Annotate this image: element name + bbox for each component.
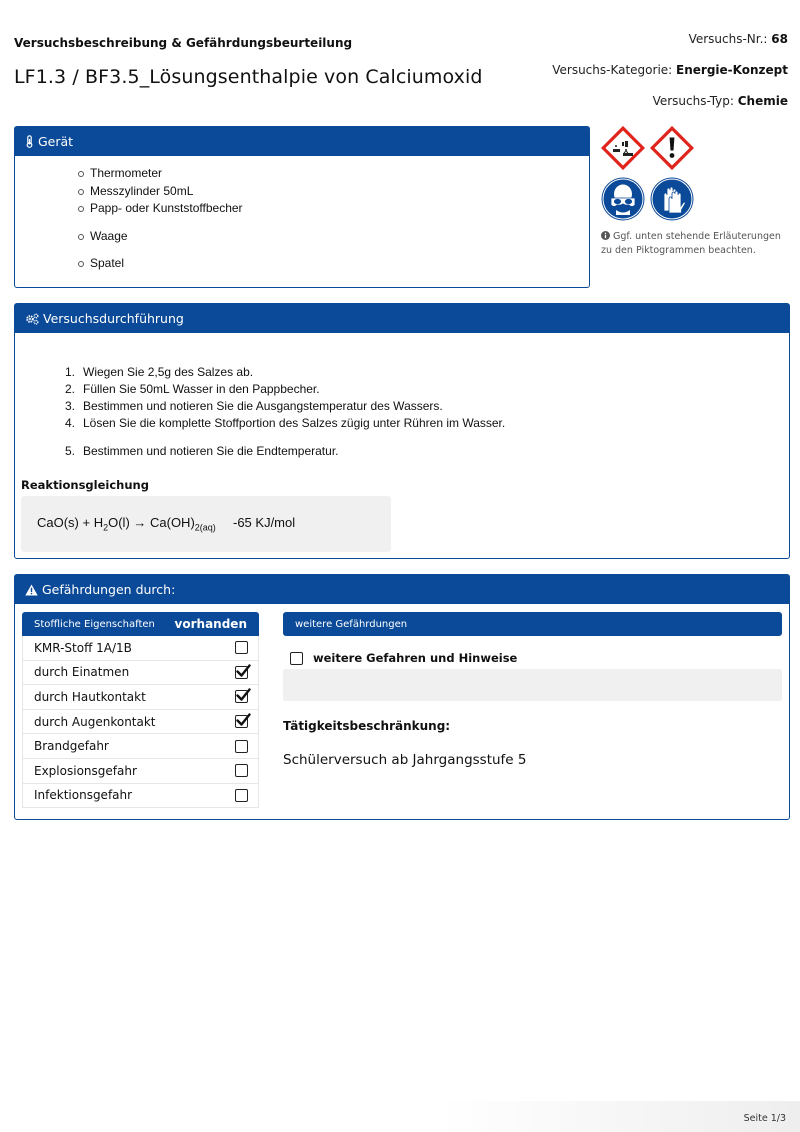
weitere-gefaehrdungen-header: weitere Gefährdungen bbox=[283, 612, 782, 636]
versuchs-typ-label: Versuchs-Typ: bbox=[652, 94, 734, 108]
property-label: durch Augenkontakt bbox=[34, 714, 156, 729]
list-item: Thermometer bbox=[77, 165, 243, 183]
document-type: Versuchsbeschreibung & Gefährdungsbeurteilung bbox=[14, 36, 353, 50]
durchfuehrung-title: Versuchsdurchführung bbox=[43, 311, 184, 326]
gloves-icon bbox=[650, 177, 694, 225]
property-label: durch Hautkontakt bbox=[34, 689, 146, 704]
step-text: Bestimmen und notieren Sie die Ausgangstemperatur des Wassers. bbox=[83, 399, 443, 413]
geraet-panel-header bbox=[15, 127, 589, 156]
equation-part: O(l) → Ca(OH) bbox=[108, 515, 195, 530]
weitere-gefahren-row bbox=[290, 651, 517, 665]
versuchs-nr-label: Versuchs-Nr.: bbox=[688, 32, 768, 46]
step-text: Lösen Sie die komplette Stoffportion des Salzes zügig unter Rühren im Wasser. bbox=[83, 416, 506, 430]
step-text: Bestimmen und notieren Sie die Endtemperatur. bbox=[83, 444, 339, 458]
taetigkeitsbeschraenkung-label: Tätigkeitsbeschränkung: bbox=[283, 719, 451, 733]
list-item: 2. Füllen Sie 50mL Wasser in den Pappbecher. bbox=[64, 382, 320, 396]
table-row bbox=[22, 636, 259, 661]
versuchs-nr bbox=[689, 32, 788, 46]
page-title: LF1.3 / BF3.5_Lösungsenthalpie von Calciumoxid bbox=[14, 66, 483, 88]
equation-part: CaO(s) + H bbox=[37, 515, 104, 530]
property-label: Brandgefahr bbox=[34, 739, 109, 754]
table-row bbox=[22, 685, 259, 710]
weitere-gefahren-checkbox[interactable] bbox=[290, 652, 303, 665]
footer-bar bbox=[0, 1101, 800, 1132]
checkbox[interactable] bbox=[235, 740, 248, 753]
durchfuehrung-panel bbox=[14, 303, 790, 559]
pictogram-hint-text: Ggf. unten stehende Erläuterungen zu den Piktogrammen beachten. bbox=[601, 231, 781, 256]
warning-icon bbox=[25, 584, 38, 596]
versuchs-kategorie-label: Versuchs-Kategorie: bbox=[552, 63, 673, 77]
equipment-list bbox=[77, 165, 243, 273]
table-row bbox=[22, 661, 259, 686]
equation-subscript: 2(aq) bbox=[194, 522, 216, 533]
property-label: durch Einatmen bbox=[34, 665, 130, 680]
versuchs-typ-value: Chemie bbox=[737, 94, 788, 108]
list-item: 3. Bestimmen und notieren Sie die Ausgangstemperatur des Wassers. bbox=[64, 399, 443, 413]
checked-checkbox[interactable] bbox=[235, 690, 248, 703]
property-label: Explosionsgefahr bbox=[34, 763, 137, 778]
pictogram-hint bbox=[601, 230, 791, 257]
list-item: Waage bbox=[77, 228, 243, 246]
page-number: Seite 1/3 bbox=[743, 1113, 786, 1124]
mandatory-pictograms bbox=[601, 177, 694, 225]
exclamation-icon bbox=[650, 126, 694, 174]
properties-rows bbox=[22, 636, 259, 808]
reaction-energy: -65 KJ/mol bbox=[233, 515, 296, 530]
table-row bbox=[22, 734, 259, 759]
list-item: 5. Bestimmen und notieren Sie die Endtemperatur. bbox=[64, 444, 339, 458]
properties-table-header bbox=[22, 612, 259, 636]
step-text: Füllen Sie 50mL Wasser in den Pappbecher. bbox=[83, 382, 320, 396]
hazard-pictograms bbox=[601, 126, 694, 174]
gefaehrdungen-panel-header bbox=[15, 575, 789, 604]
list-item: 1. Wiegen Sie 2,5g des Salzes ab. bbox=[64, 365, 254, 379]
versuchs-nr-value: 68 bbox=[771, 32, 788, 46]
versuchs-kategorie-value: Energie-Konzept bbox=[676, 63, 788, 77]
info-icon bbox=[601, 231, 610, 244]
taetigkeitsbeschraenkung-value: Schülerversuch ab Jahrgangsstufe 5 bbox=[283, 752, 527, 768]
table-row bbox=[22, 784, 259, 809]
gefaehrdungen-panel bbox=[14, 574, 790, 820]
property-label: KMR-Stoff 1A/1B bbox=[34, 640, 132, 655]
equation-subscript: 2 bbox=[103, 522, 109, 533]
list-item: 4. Lösen Sie die komplette Stoffportion des Salzes zügig unter Rühren im Wasser. bbox=[64, 416, 506, 430]
checkbox[interactable] bbox=[235, 764, 248, 777]
weitere-gefahren-label: weitere Gefahren und Hinweise bbox=[313, 651, 518, 665]
properties-header-right: vorhanden bbox=[174, 617, 247, 631]
durchfuehrung-panel-header bbox=[15, 304, 789, 333]
procedure-steps bbox=[59, 364, 505, 460]
geraet-panel bbox=[14, 126, 590, 288]
checkbox[interactable] bbox=[235, 641, 248, 654]
corrosive-icon bbox=[601, 126, 645, 174]
checked-checkbox[interactable] bbox=[235, 666, 248, 679]
thermometer-icon bbox=[25, 135, 34, 148]
list-item: Messzylinder 50mL bbox=[77, 183, 243, 201]
reaktionsgleichung-box bbox=[21, 496, 391, 552]
checked-checkbox[interactable] bbox=[235, 715, 248, 728]
property-label: Infektionsgefahr bbox=[34, 788, 133, 803]
step-text: Wiegen Sie 2,5g des Salzes ab. bbox=[83, 365, 254, 379]
versuchs-kategorie bbox=[552, 63, 788, 77]
properties-table bbox=[22, 612, 259, 808]
reaction-equation bbox=[37, 515, 216, 533]
versuchs-typ bbox=[653, 94, 788, 108]
gears-icon bbox=[25, 313, 39, 325]
list-item: Papp- oder Kunststoffbecher bbox=[77, 200, 243, 218]
table-row bbox=[22, 759, 259, 784]
properties-header-left: Stoffliche Eigenschaften bbox=[34, 618, 155, 630]
weitere-gefahren-field[interactable] bbox=[283, 669, 782, 701]
reaktionsgleichung-label: Reaktionsgleichung bbox=[21, 478, 149, 492]
gefaehrdungen-title: Gefährdungen durch: bbox=[42, 582, 176, 597]
list-item: Spatel bbox=[77, 255, 243, 273]
checkbox[interactable] bbox=[235, 789, 248, 802]
geraet-title: Gerät bbox=[38, 134, 74, 149]
table-row bbox=[22, 710, 259, 735]
eye-protection-icon bbox=[601, 177, 645, 225]
